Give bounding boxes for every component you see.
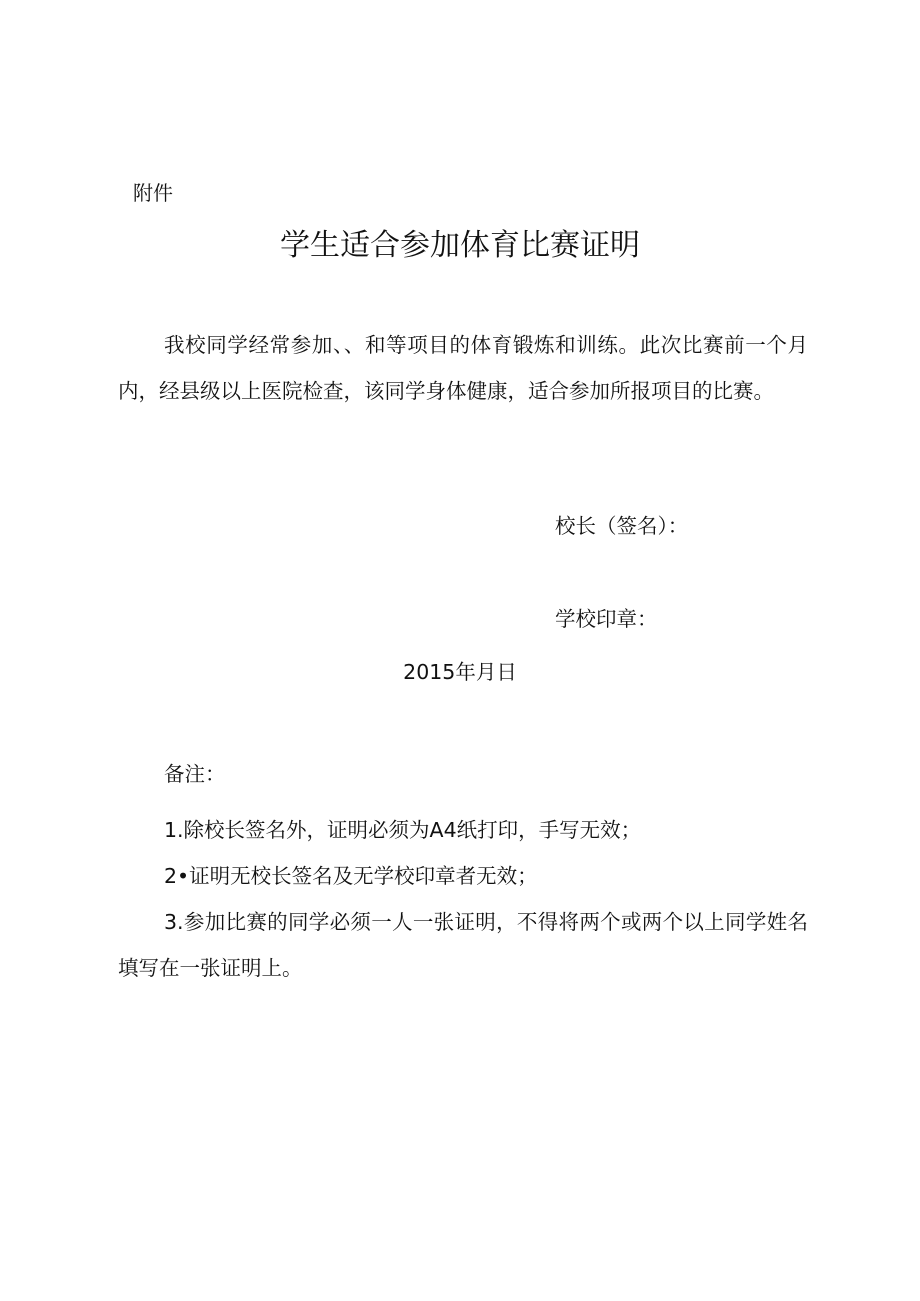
note-item: 2•证明无校长签名及无学校印章者无效； [164,864,538,888]
date-line: 2015年月日 [403,660,517,684]
principal-signature-label: 校长（签名）： [555,514,689,538]
certificate-body: 我校同学经常参加、、和等项目的体育锻炼和训练。此次比赛前一个月内，经县级以上医院检查，该同学身体健康，适合参加所报项目的比赛。 [118,333,808,403]
notes-section [118,760,808,991]
school-stamp-label: 学校印章： [555,607,658,631]
attachment-label: 附件 [133,181,173,205]
note-item: 3.参加比赛的同学必须一人一张证明，不得将两个或两个以上同学姓名填写在一张证明上。 [118,910,808,980]
notes-heading: 备注： [164,762,226,786]
note-item: 1.除校长签名外，证明必须为A4纸打印，手写无效； [164,818,642,842]
document-title: 学生适合参加体育比赛证明 [280,228,640,263]
